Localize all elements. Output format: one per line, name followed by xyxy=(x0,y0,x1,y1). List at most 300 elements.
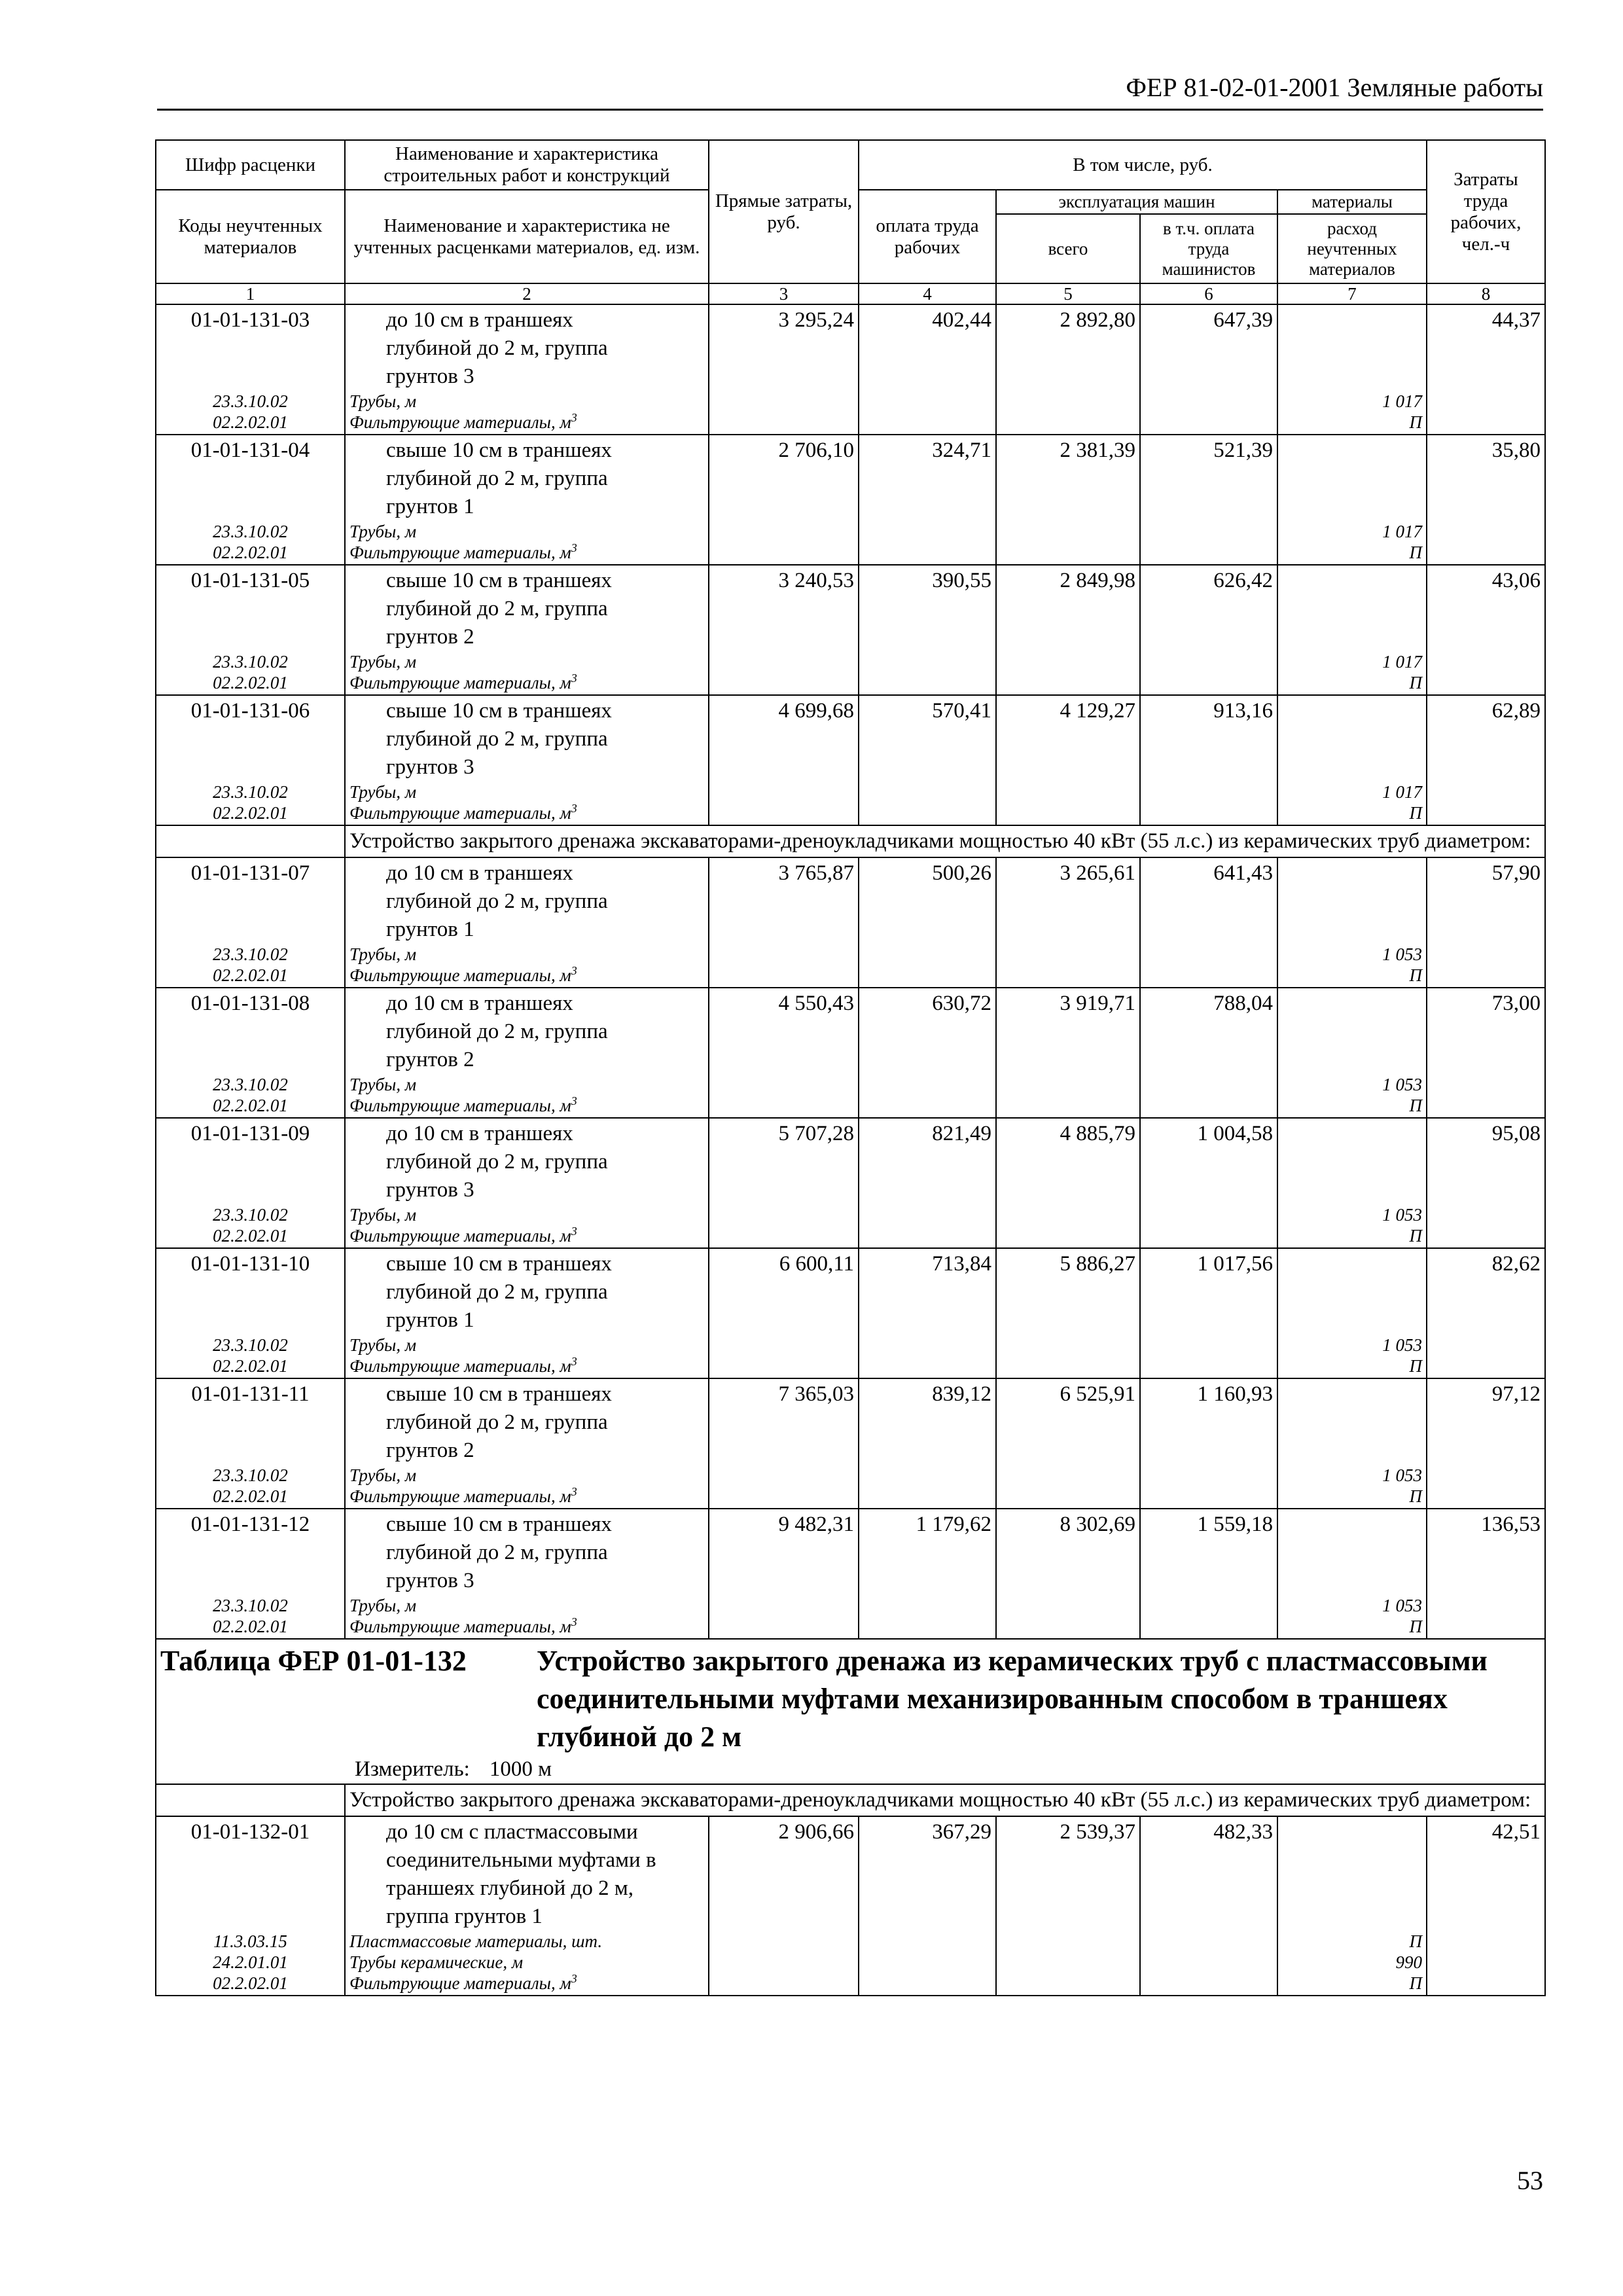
rate-mach: 2 539,37 xyxy=(1060,1820,1135,1844)
rate-mach-cell xyxy=(996,565,1140,695)
rate-mach-cell xyxy=(996,988,1140,1118)
rate-description-line: грунтов 1 xyxy=(386,918,474,941)
column-number-row xyxy=(156,283,1545,304)
rate-row xyxy=(156,1118,1545,1248)
rate-machinists-cell xyxy=(1140,1248,1277,1378)
material-name-text: Фильтрующие материалы, м xyxy=(349,1973,571,1993)
rate-mach-cell xyxy=(996,1816,1140,1996)
material-name xyxy=(349,1616,704,1637)
rate-description-line: глубиной до 2 м, группа xyxy=(386,1541,608,1564)
material-code: 24.2.01.01 xyxy=(213,1952,288,1972)
rate-description-line: до 10 см в траншеях xyxy=(386,861,573,885)
rate-description-line: грунтов 3 xyxy=(386,1178,474,1202)
material-code: 02.2.02.01 xyxy=(213,1356,288,1376)
material-code: 23.3.10.02 xyxy=(213,1465,288,1485)
material-use: 1 053 xyxy=(1382,1205,1422,1225)
rate-machinists: 647,39 xyxy=(1213,308,1273,332)
material-use: П xyxy=(1409,803,1422,823)
rate-labor: 570,41 xyxy=(932,699,991,723)
material-name-text: Трубы, м xyxy=(349,652,417,672)
rate-description-line: до 10 см в траншеях xyxy=(386,1122,573,1145)
rate-labor-cell xyxy=(859,1118,996,1248)
rate-hours: 62,89 xyxy=(1491,699,1541,723)
rate-hours-cell xyxy=(1427,1509,1545,1639)
rate-description-line: грунтов 3 xyxy=(386,365,474,388)
material-code: 02.2.02.01 xyxy=(213,412,288,432)
rate-code-cell xyxy=(156,988,345,1118)
rate-labor-cell xyxy=(859,304,996,435)
rate-direct: 2 906,66 xyxy=(778,1820,854,1844)
material-unit-superscript: 3 xyxy=(571,672,577,685)
header-materials: материалы xyxy=(1277,190,1427,214)
rate-description-line: глубиной до 2 м, группа xyxy=(386,1150,608,1174)
rate-row xyxy=(156,304,1545,435)
material-name xyxy=(349,412,704,433)
rate-row xyxy=(156,1378,1545,1509)
rate-description-line: грунтов 2 xyxy=(386,1439,474,1462)
rate-hours-cell xyxy=(1427,1248,1545,1378)
column-number: 2 xyxy=(345,283,709,304)
rate-labor-cell xyxy=(859,1816,996,1996)
rate-direct: 9 482,31 xyxy=(778,1513,854,1536)
rate-description-cell xyxy=(345,1118,709,1248)
rate-direct-cell xyxy=(709,1378,859,1509)
rate-mach-cell xyxy=(996,1509,1140,1639)
rate-hours: 43,06 xyxy=(1491,569,1541,592)
material-use: 990 xyxy=(1395,1952,1422,1972)
rate-code: 01-01-132-01 xyxy=(190,1820,310,1844)
column-number: 3 xyxy=(709,283,859,304)
rate-code-cell xyxy=(156,304,345,435)
rate-hours-cell xyxy=(1427,988,1545,1118)
rate-labor-cell xyxy=(859,695,996,825)
rate-description-cell xyxy=(345,1378,709,1509)
material-use-cell xyxy=(1277,1816,1427,1996)
rate-hours: 57,90 xyxy=(1491,861,1541,885)
rate-description-line: свыше 10 см в траншеях xyxy=(386,699,612,723)
material-name-text: Фильтрующие материалы, м xyxy=(349,1617,571,1636)
rate-code-cell xyxy=(156,1118,345,1248)
material-name-text: Трубы, м xyxy=(349,1465,417,1485)
rate-labor: 500,26 xyxy=(932,861,991,885)
rate-description-cell xyxy=(345,1816,709,1996)
rate-labor: 367,29 xyxy=(932,1820,991,1844)
table-132-title-row xyxy=(156,1639,1545,1784)
column-number: 6 xyxy=(1140,283,1277,304)
header-machines-total: всего xyxy=(996,214,1140,283)
rate-machinists: 1 004,58 xyxy=(1197,1122,1273,1145)
material-name xyxy=(349,651,704,672)
column-number: 7 xyxy=(1277,283,1427,304)
material-unit-superscript: 3 xyxy=(571,1225,577,1238)
material-name-text: Фильтрующие материалы, м xyxy=(349,1356,571,1376)
rate-description-line: грунтов 3 xyxy=(386,755,474,779)
column-number: 1 xyxy=(156,283,345,304)
rate-hours: 136,53 xyxy=(1481,1513,1541,1536)
material-unit-superscript: 3 xyxy=(571,802,577,815)
rate-labor: 713,84 xyxy=(932,1252,991,1276)
rate-description-line: до 10 см в траншеях xyxy=(386,308,573,332)
header-machines: эксплуатация машин xyxy=(996,190,1277,214)
rate-code: 01-01-131-05 xyxy=(190,569,310,592)
rate-mach: 2 849,98 xyxy=(1060,569,1135,592)
rate-direct-cell xyxy=(709,1248,859,1378)
material-use-cell xyxy=(1277,1118,1427,1248)
rate-description-cell xyxy=(345,857,709,988)
material-name-text: Трубы, м xyxy=(349,782,417,802)
rate-code-cell xyxy=(156,435,345,565)
material-use-cell xyxy=(1277,1509,1427,1639)
rate-description-line: свыше 10 см в траншеях xyxy=(386,439,612,462)
material-code: 02.2.02.01 xyxy=(213,673,288,692)
material-use-cell xyxy=(1277,695,1427,825)
table-132-id: Таблица ФЕР 01-01-132 xyxy=(160,1645,467,1677)
rate-direct-cell xyxy=(709,1118,859,1248)
rate-code: 01-01-131-03 xyxy=(190,308,310,332)
rate-mach-cell xyxy=(996,695,1140,825)
rate-labor: 402,44 xyxy=(932,308,991,332)
rate-code: 01-01-131-11 xyxy=(191,1382,310,1406)
material-name xyxy=(349,781,704,802)
material-name-text: Фильтрующие материалы, м xyxy=(349,673,571,692)
rate-hours: 42,51 xyxy=(1491,1820,1541,1844)
material-use: П xyxy=(1409,1973,1422,1993)
material-name xyxy=(349,1973,704,1994)
material-name-text: Фильтрующие материалы, м xyxy=(349,1096,571,1115)
section-row xyxy=(156,1784,1545,1816)
material-use: П xyxy=(1409,412,1422,432)
rate-machinists: 641,43 xyxy=(1213,861,1273,885)
rate-labor: 390,55 xyxy=(932,569,991,592)
material-code: 23.3.10.02 xyxy=(213,1335,288,1355)
rate-mach: 2 892,80 xyxy=(1060,308,1135,332)
rate-labor-cell xyxy=(859,1248,996,1378)
material-use: 1 017 xyxy=(1382,391,1422,411)
rate-description-line: глубиной до 2 м, группа xyxy=(386,889,608,913)
material-use: 1 053 xyxy=(1382,1596,1422,1615)
header-name-top: Наименование и характеристика строительных работ и конструкций xyxy=(345,140,709,190)
rate-code-cell xyxy=(156,1816,345,1996)
rate-description-cell xyxy=(345,565,709,695)
material-name-text: Фильтрующие материалы, м xyxy=(349,1226,571,1246)
rate-direct: 3 240,53 xyxy=(778,569,854,592)
material-use: П xyxy=(1409,965,1422,985)
rate-code-cell xyxy=(156,1509,345,1639)
header-labor-hours: Затраты труда рабочих, чел.-ч xyxy=(1427,140,1545,283)
rate-description-line: глубиной до 2 м, группа xyxy=(386,467,608,490)
material-use: П xyxy=(1409,1617,1422,1636)
rate-labor: 1 179,62 xyxy=(916,1513,991,1536)
material-name xyxy=(349,802,704,823)
material-name xyxy=(349,1595,704,1616)
rate-machinists-cell xyxy=(1140,1118,1277,1248)
rate-machinists-cell xyxy=(1140,1816,1277,1996)
column-number: 5 xyxy=(996,283,1140,304)
rate-direct: 4 550,43 xyxy=(778,992,854,1015)
header-direct-costs: Прямые затраты, руб. xyxy=(709,140,859,283)
header-row-1 xyxy=(156,140,1545,190)
rate-description-line: до 10 см с пластмассовыми xyxy=(386,1820,638,1844)
rate-description-line: свыше 10 см в траншеях xyxy=(386,1252,612,1276)
rate-hours-cell xyxy=(1427,435,1545,565)
page-number: 53 xyxy=(1517,2166,1543,2195)
rate-machinists: 1 160,93 xyxy=(1197,1382,1273,1406)
header-code-top: Шифр расценки xyxy=(156,140,345,190)
rate-row xyxy=(156,1509,1545,1639)
material-name xyxy=(349,944,704,965)
rate-description-line: траншеях глубиной до 2 м, xyxy=(386,1876,633,1900)
rate-direct-cell xyxy=(709,1816,859,1996)
rate-hours: 97,12 xyxy=(1491,1382,1541,1406)
material-name xyxy=(349,1931,704,1952)
material-use-cell xyxy=(1277,857,1427,988)
rate-description-line: свыше 10 см в траншеях xyxy=(386,1382,612,1406)
rate-row xyxy=(156,565,1545,695)
rate-description-line: глубиной до 2 м, группа xyxy=(386,1410,608,1434)
material-code: 23.3.10.02 xyxy=(213,652,288,672)
rate-hours-cell xyxy=(1427,857,1545,988)
header-code-bottom: Коды неучтенных материалов xyxy=(156,190,345,283)
rate-description-cell xyxy=(345,435,709,565)
material-code: 23.3.10.02 xyxy=(213,391,288,411)
material-unit-superscript: 3 xyxy=(571,1485,577,1498)
rates-table xyxy=(155,139,1546,1996)
rate-labor: 821,49 xyxy=(932,1122,991,1145)
rate-description-line: глубиной до 2 м, группа xyxy=(386,336,608,360)
rate-labor-cell xyxy=(859,857,996,988)
material-name xyxy=(349,391,704,412)
material-use-cell xyxy=(1277,435,1427,565)
rate-direct: 2 706,10 xyxy=(778,439,854,462)
material-use: П xyxy=(1409,1096,1422,1115)
material-code: 02.2.02.01 xyxy=(213,1096,288,1115)
rate-machinists: 913,16 xyxy=(1213,699,1273,723)
rate-labor: 630,72 xyxy=(932,992,991,1015)
material-name xyxy=(349,1204,704,1225)
rate-hours-cell xyxy=(1427,1118,1545,1248)
material-unit-superscript: 3 xyxy=(571,1615,577,1628)
rate-description-cell xyxy=(345,1509,709,1639)
rate-row xyxy=(156,695,1545,825)
rate-mach-cell xyxy=(996,304,1140,435)
rate-direct: 6 600,11 xyxy=(779,1252,854,1276)
rate-description-line: глубиной до 2 м, группа xyxy=(386,727,608,751)
material-use: П xyxy=(1409,673,1422,692)
rate-description-cell xyxy=(345,1248,709,1378)
meter-line xyxy=(160,1756,1541,1782)
material-use: 1 053 xyxy=(1382,1465,1422,1485)
rate-hours: 73,00 xyxy=(1491,992,1541,1015)
material-use-cell xyxy=(1277,1378,1427,1509)
material-name-text: Трубы, м xyxy=(349,944,417,964)
material-use: 1 017 xyxy=(1382,652,1422,672)
material-name-text: Фильтрующие материалы, м xyxy=(349,803,571,823)
table-132-body xyxy=(156,1639,1545,1996)
material-name-text: Трубы, м xyxy=(349,391,417,411)
rate-hours-cell xyxy=(1427,1816,1545,1996)
rate-row xyxy=(156,1248,1545,1378)
rate-direct-cell xyxy=(709,857,859,988)
material-code: 02.2.02.01 xyxy=(213,803,288,823)
rate-direct-cell xyxy=(709,1509,859,1639)
material-unit-superscript: 3 xyxy=(571,1972,577,1985)
rate-hours-cell xyxy=(1427,695,1545,825)
meter-value: 1000 м xyxy=(489,1757,552,1781)
material-code: 23.3.10.02 xyxy=(213,522,288,541)
material-use-cell xyxy=(1277,304,1427,435)
material-name-text: Пластмассовые материалы, шт. xyxy=(349,1931,603,1951)
material-code: 11.3.03.15 xyxy=(213,1931,287,1951)
header-labor-pay: оплата труда рабочих xyxy=(859,190,996,283)
rate-machinists: 1 559,18 xyxy=(1197,1513,1273,1536)
rate-code: 01-01-131-08 xyxy=(190,992,310,1015)
material-code: 02.2.02.01 xyxy=(213,965,288,985)
rate-code-cell xyxy=(156,695,345,825)
material-code: 23.3.10.02 xyxy=(213,1596,288,1615)
rate-code-cell xyxy=(156,565,345,695)
rate-code-cell xyxy=(156,1248,345,1378)
rate-mach: 2 381,39 xyxy=(1060,439,1135,462)
rate-code-cell xyxy=(156,857,345,988)
rate-hours: 35,80 xyxy=(1491,439,1541,462)
material-name xyxy=(349,1074,704,1095)
rate-code: 01-01-131-07 xyxy=(190,861,310,885)
material-name-text: Трубы, м xyxy=(349,1596,417,1615)
material-name-text: Трубы, м xyxy=(349,1205,417,1225)
rate-description-line: грунтов 2 xyxy=(386,1048,474,1071)
rate-machinists-cell xyxy=(1140,435,1277,565)
material-name xyxy=(349,1486,704,1507)
header-rule xyxy=(157,109,1543,111)
rate-machinists-cell xyxy=(1140,1509,1277,1639)
material-use-cell xyxy=(1277,1248,1427,1378)
rate-description-line: свыше 10 см в траншеях xyxy=(386,569,612,592)
rate-description-line: глубиной до 2 м, группа xyxy=(386,1280,608,1304)
rate-description-line: грунтов 3 xyxy=(386,1569,474,1592)
section-spacer xyxy=(156,825,345,857)
rate-machinists: 788,04 xyxy=(1213,992,1273,1015)
material-name xyxy=(349,1225,704,1246)
rate-description-line: глубиной до 2 м, группа xyxy=(386,597,608,620)
material-use: П xyxy=(1409,1931,1422,1951)
rate-labor-cell xyxy=(859,1378,996,1509)
material-name-text: Трубы керамические, м xyxy=(349,1952,524,1972)
material-unit-superscript: 3 xyxy=(571,964,577,977)
rate-direct: 3 765,87 xyxy=(778,861,854,885)
rate-direct-cell xyxy=(709,435,859,565)
material-name xyxy=(349,1335,704,1355)
rate-code: 01-01-131-04 xyxy=(190,439,310,462)
column-number: 4 xyxy=(859,283,996,304)
rate-hours-cell xyxy=(1427,304,1545,435)
material-code: 23.3.10.02 xyxy=(213,1205,288,1225)
rate-machinists-cell xyxy=(1140,988,1277,1118)
material-use: 1 053 xyxy=(1382,1335,1422,1355)
material-name-text: Фильтрующие материалы, м xyxy=(349,412,571,432)
material-name-text: Фильтрующие материалы, м xyxy=(349,1486,571,1506)
section-text: Устройство закрытого дренажа экскаваторами-дреноукладчиками мощностью 40 кВт (55 л.с.) из керамических труб диаметром: xyxy=(345,825,1545,857)
material-use: 1 017 xyxy=(1382,522,1422,541)
rate-labor: 839,12 xyxy=(932,1382,991,1406)
rate-description-line: до 10 см в траншеях xyxy=(386,992,573,1015)
material-code: 02.2.02.01 xyxy=(213,1226,288,1246)
material-code: 23.3.10.02 xyxy=(213,1075,288,1094)
material-name xyxy=(349,521,704,542)
rate-mach-cell xyxy=(996,1118,1140,1248)
rate-mach: 8 302,69 xyxy=(1060,1513,1135,1536)
rate-mach: 6 525,91 xyxy=(1060,1382,1135,1406)
rate-machinists-cell xyxy=(1140,1378,1277,1509)
rate-direct-cell xyxy=(709,304,859,435)
rate-machinists-cell xyxy=(1140,304,1277,435)
rate-hours-cell xyxy=(1427,565,1545,695)
header-including: В том числе, руб. xyxy=(859,140,1427,190)
rate-code: 01-01-131-10 xyxy=(190,1252,310,1276)
rate-mach: 5 886,27 xyxy=(1060,1252,1135,1276)
rate-labor: 324,71 xyxy=(932,439,991,462)
rate-description-cell xyxy=(345,988,709,1118)
rate-machinists: 482,33 xyxy=(1213,1820,1273,1844)
material-code: 23.3.10.02 xyxy=(213,782,288,802)
rate-description-line: глубиной до 2 м, группа xyxy=(386,1020,608,1043)
material-name xyxy=(349,1355,704,1376)
rate-mach-cell xyxy=(996,435,1140,565)
rate-description-line: грунтов 1 xyxy=(386,495,474,518)
rate-hours-cell xyxy=(1427,1378,1545,1509)
rate-machinists-cell xyxy=(1140,565,1277,695)
material-name xyxy=(349,1095,704,1116)
rate-machinists-cell xyxy=(1140,857,1277,988)
material-name xyxy=(349,542,704,563)
column-number: 8 xyxy=(1427,283,1545,304)
rate-mach: 4 885,79 xyxy=(1060,1122,1135,1145)
material-unit-superscript: 3 xyxy=(571,1355,577,1368)
rate-description-line: группа грунтов 1 xyxy=(386,1905,543,1928)
material-use: П xyxy=(1409,1226,1422,1246)
material-use: П xyxy=(1409,1356,1422,1376)
rate-row xyxy=(156,857,1545,988)
material-code: 23.3.10.02 xyxy=(213,944,288,964)
material-use: П xyxy=(1409,1486,1422,1506)
rate-machinists: 521,39 xyxy=(1213,439,1273,462)
rate-machinists: 626,42 xyxy=(1213,569,1273,592)
rate-description-cell xyxy=(345,695,709,825)
material-name-text: Трубы, м xyxy=(349,1335,417,1355)
rate-mach: 3 265,61 xyxy=(1060,861,1135,885)
rate-hours: 44,37 xyxy=(1491,308,1541,332)
rate-direct-cell xyxy=(709,695,859,825)
rate-hours: 82,62 xyxy=(1491,1252,1541,1276)
rate-mach: 4 129,27 xyxy=(1060,699,1135,723)
rate-row xyxy=(156,1816,1545,1996)
material-use-cell xyxy=(1277,988,1427,1118)
section-spacer xyxy=(156,1784,345,1816)
material-use: 1 053 xyxy=(1382,1075,1422,1094)
material-unit-superscript: 3 xyxy=(571,1094,577,1107)
rate-labor-cell xyxy=(859,435,996,565)
rate-direct: 3 295,24 xyxy=(778,308,854,332)
rate-code-cell xyxy=(156,1378,345,1509)
rate-description-line: соединительными муфтами в xyxy=(386,1848,656,1872)
rate-mach-cell xyxy=(996,857,1140,988)
rate-row xyxy=(156,988,1545,1118)
material-use: 1 017 xyxy=(1382,782,1422,802)
rate-labor-cell xyxy=(859,988,996,1118)
rate-direct: 4 699,68 xyxy=(778,699,854,723)
rate-labor-cell xyxy=(859,565,996,695)
rate-description-line: грунтов 1 xyxy=(386,1308,474,1332)
rate-description-cell xyxy=(345,304,709,435)
